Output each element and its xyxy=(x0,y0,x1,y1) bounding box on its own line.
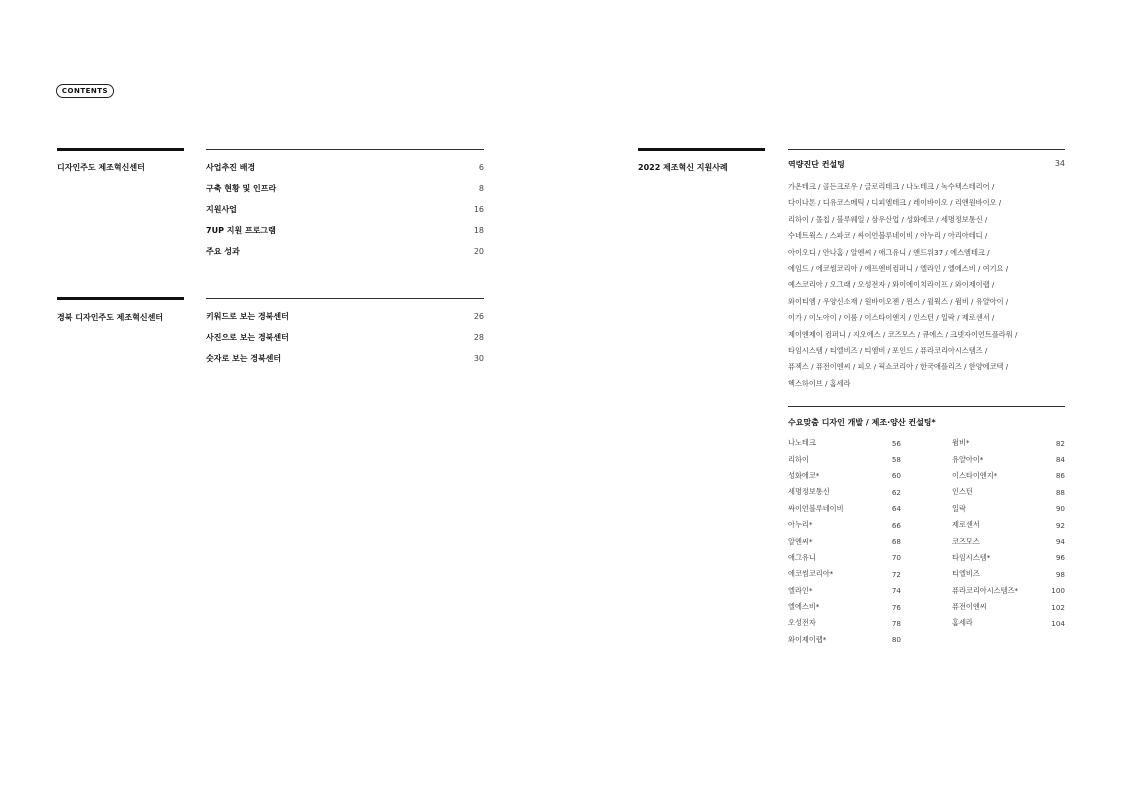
case-name: 홈세라 xyxy=(952,618,973,628)
toc-label: 사진으로 보는 경북센터 xyxy=(206,333,289,342)
toc-page: 8 xyxy=(478,184,484,193)
case-row[interactable] xyxy=(788,533,901,549)
case-page: 64 xyxy=(891,504,901,514)
support-cases-title: 2022 제조혁신 지원사례 xyxy=(638,163,728,172)
case-page: 92 xyxy=(1055,520,1065,530)
case-name: 싸이언블루네이비 xyxy=(788,503,844,513)
case-name: 제로센서 xyxy=(952,520,980,530)
company-line: 다이나톤 / 디유코스메틱 / 디피엠테크 / 레이바이오 / 리앤원바이오 / xyxy=(788,198,1002,208)
case-page: 104 xyxy=(1051,618,1065,628)
case-row[interactable] xyxy=(788,550,901,566)
case-page: 100 xyxy=(1051,586,1065,596)
case-name: 에코썸코리아* xyxy=(788,569,834,579)
case-name: 윔비* xyxy=(952,438,970,448)
toc-label: 주요 성과 xyxy=(206,247,240,256)
section-1-list xyxy=(206,157,484,262)
case-name: 엘에스비* xyxy=(788,602,820,612)
custom-label: 수요맞춤 디자인 개발 / 제조·양산 컨설팅* xyxy=(788,418,936,427)
case-row[interactable] xyxy=(952,468,1065,484)
case-name: 오성전자 xyxy=(788,618,816,628)
case-row[interactable] xyxy=(952,517,1065,533)
case-name: 애그유니 xyxy=(788,552,816,562)
case-row[interactable] xyxy=(788,501,901,517)
section-2-list-rule xyxy=(206,298,484,299)
case-name: 퓨전이엔씨 xyxy=(952,602,987,612)
toc-label: 키워드로 보는 경북센터 xyxy=(206,312,289,321)
toc-page: 28 xyxy=(473,333,484,342)
diagnosis-label: 역량진단 컨설팅 xyxy=(788,160,845,169)
toc-row[interactable] xyxy=(206,157,484,178)
case-row[interactable] xyxy=(788,468,901,484)
case-row[interactable] xyxy=(952,451,1065,467)
case-name: 엘라인* xyxy=(788,585,813,595)
case-row[interactable] xyxy=(788,583,901,599)
toc-row[interactable] xyxy=(206,241,484,262)
case-row[interactable] xyxy=(788,632,901,648)
case-name: 리하이 xyxy=(788,454,809,464)
contents-badge xyxy=(56,84,114,98)
toc-row[interactable] xyxy=(206,348,484,369)
toc-page: 18 xyxy=(473,226,484,235)
custom-heading xyxy=(788,417,1065,433)
case-name: 코즈모스 xyxy=(952,536,980,546)
toc-label: 사업추진 배경 xyxy=(206,163,256,172)
case-row[interactable] xyxy=(952,615,1065,631)
case-row[interactable] xyxy=(788,484,901,500)
section-2-list xyxy=(206,306,484,369)
section-1-title-rule xyxy=(57,148,184,151)
company-line: 예스코리아 / 오그래 / 오성전자 / 와이에이치라이프 / 와이제이랩 / xyxy=(788,280,995,290)
toc-row[interactable] xyxy=(206,199,484,220)
toc-label: 지원사업 xyxy=(206,205,237,214)
case-page: 96 xyxy=(1055,553,1065,563)
case-page: 90 xyxy=(1055,504,1065,514)
case-page: 102 xyxy=(1051,602,1065,612)
case-name: 타임시스템* xyxy=(952,552,991,562)
case-page: 98 xyxy=(1055,569,1065,579)
toc-label: 7UP 지원 프로그램 xyxy=(206,226,276,235)
custom-list-left xyxy=(788,435,901,648)
section-1-list-rule xyxy=(206,149,484,150)
company-line: 퓨젝스 / 퓨전이엔씨 / 피오 / 픽쇼코리아 / 한국애플리즈 / 한양에코텍 / xyxy=(788,362,1009,372)
case-page: 78 xyxy=(891,618,901,628)
section-2-title: 경북 디자인주도 제조혁신센터 xyxy=(57,313,164,322)
case-page: 72 xyxy=(891,569,901,579)
contents-label: CONTENTS xyxy=(61,87,109,95)
case-name: 성화에코* xyxy=(788,470,820,480)
toc-row[interactable] xyxy=(206,306,484,327)
toc-label: 구축 현황 및 인프라 xyxy=(206,184,277,193)
toc-row[interactable] xyxy=(206,178,484,199)
case-row[interactable] xyxy=(952,435,1065,451)
custom-list-right xyxy=(952,435,1065,632)
case-row[interactable] xyxy=(788,517,901,533)
case-page: 70 xyxy=(891,553,901,563)
case-row[interactable] xyxy=(952,550,1065,566)
custom-rule xyxy=(788,406,1065,407)
company-line: 타임시스템 / 티엘비즈 / 티엠비 / 포인드 / 퓨라코리아시스템즈 / xyxy=(788,346,988,356)
case-row[interactable] xyxy=(788,599,901,615)
case-name: 세명정보통신 xyxy=(788,487,830,497)
case-page: 74 xyxy=(891,586,901,596)
toc-page: 16 xyxy=(473,205,484,214)
toc-row[interactable] xyxy=(206,220,484,241)
case-row[interactable] xyxy=(952,501,1065,517)
case-page: 60 xyxy=(891,471,901,481)
company-line: 이가 / 이노아이 / 이룸 / 이스타이엔지 / 인스턴 / 일락 / 제로센서 / xyxy=(788,313,995,323)
diagnosis-rule xyxy=(788,149,1065,150)
case-name: 와이제이랩* xyxy=(788,634,827,644)
case-page: 58 xyxy=(891,455,901,465)
company-line: 리하이 / 몰칩 / 블루웨일 / 삼우산업 / 성화에코 / 세명정보통신 / xyxy=(788,214,988,224)
company-line: 에임드 / 에코썸코리아 / 에프엔비컴퍼니 / 엘라인 / 엘에스비 / 여기요 / xyxy=(788,264,1009,274)
toc-page: 26 xyxy=(473,312,484,321)
company-line: 제이엔제이 컴퍼니 / 지오에스 / 코즈모스 / 큐에스 / 크넷자이언트플라워 / xyxy=(788,329,1018,339)
case-row[interactable] xyxy=(788,451,901,467)
case-name: 티엘비즈 xyxy=(952,569,980,579)
diagnosis-page: 34 xyxy=(1054,159,1065,168)
case-name: 퓨라코리아시스템즈* xyxy=(952,585,1019,595)
toc-page: 6 xyxy=(478,163,484,172)
section-2-title-rule xyxy=(57,297,184,300)
case-row[interactable] xyxy=(952,484,1065,500)
diagnosis-heading[interactable] xyxy=(788,159,1065,175)
case-name: 아누리* xyxy=(788,520,813,530)
case-page: 80 xyxy=(891,635,901,645)
diagnosis-block xyxy=(788,159,1065,392)
toc-label: 숫자로 보는 경북센터 xyxy=(206,354,282,363)
case-name: 인스턴 xyxy=(952,487,973,497)
case-page: 62 xyxy=(891,487,901,497)
case-name: 알엔씨* xyxy=(788,536,813,546)
case-row[interactable] xyxy=(952,599,1065,615)
toc-page: 20 xyxy=(473,247,484,256)
support-cases-title-rule xyxy=(638,148,765,151)
case-page: 82 xyxy=(1055,438,1065,448)
case-page: 86 xyxy=(1055,471,1065,481)
company-line: 가온테크 / 골든크로우 / 글로리테크 / 나노테크 / 녹수텍스테리어 / xyxy=(788,182,995,191)
case-name: 일락 xyxy=(952,503,966,513)
company-line: 헥스하이브 / 홈세라 xyxy=(788,378,851,388)
case-row[interactable] xyxy=(952,533,1065,549)
case-page: 68 xyxy=(891,537,901,547)
case-row[interactable] xyxy=(952,583,1065,599)
case-page: 94 xyxy=(1055,537,1065,547)
case-row[interactable] xyxy=(788,566,901,582)
toc-row[interactable] xyxy=(206,327,484,348)
section-1-title: 디자인주도 제조혁신센터 xyxy=(57,163,145,172)
case-page: 76 xyxy=(891,602,901,612)
case-page: 88 xyxy=(1055,487,1065,497)
case-row[interactable] xyxy=(788,435,901,451)
case-page: 56 xyxy=(891,438,901,448)
case-name: 나노테크 xyxy=(788,438,816,448)
case-row[interactable] xyxy=(952,566,1065,582)
diagnosis-company-list xyxy=(788,179,1065,392)
case-page: 66 xyxy=(891,520,901,530)
case-page: 84 xyxy=(1055,455,1065,465)
case-row[interactable] xyxy=(788,615,901,631)
company-line: 수네트웍스 / 스파코 / 싸이언블루네이비 / 아누리 / 아리아테디 / xyxy=(788,231,988,241)
company-line: 와이티엠 / 우양신소재 / 원바이오젠 / 윈스 / 윌웍스 / 윔비 / 유얄아이 / xyxy=(788,296,1009,306)
case-name: 유얄아이* xyxy=(952,454,984,464)
toc-page: 30 xyxy=(473,354,484,363)
case-name: 이스타이엔지* xyxy=(952,470,998,480)
company-line: 아이오디 / 안나홈 / 알엔씨 / 애그유니 / 앤드위37 / 에스엠테크 / xyxy=(788,247,990,257)
